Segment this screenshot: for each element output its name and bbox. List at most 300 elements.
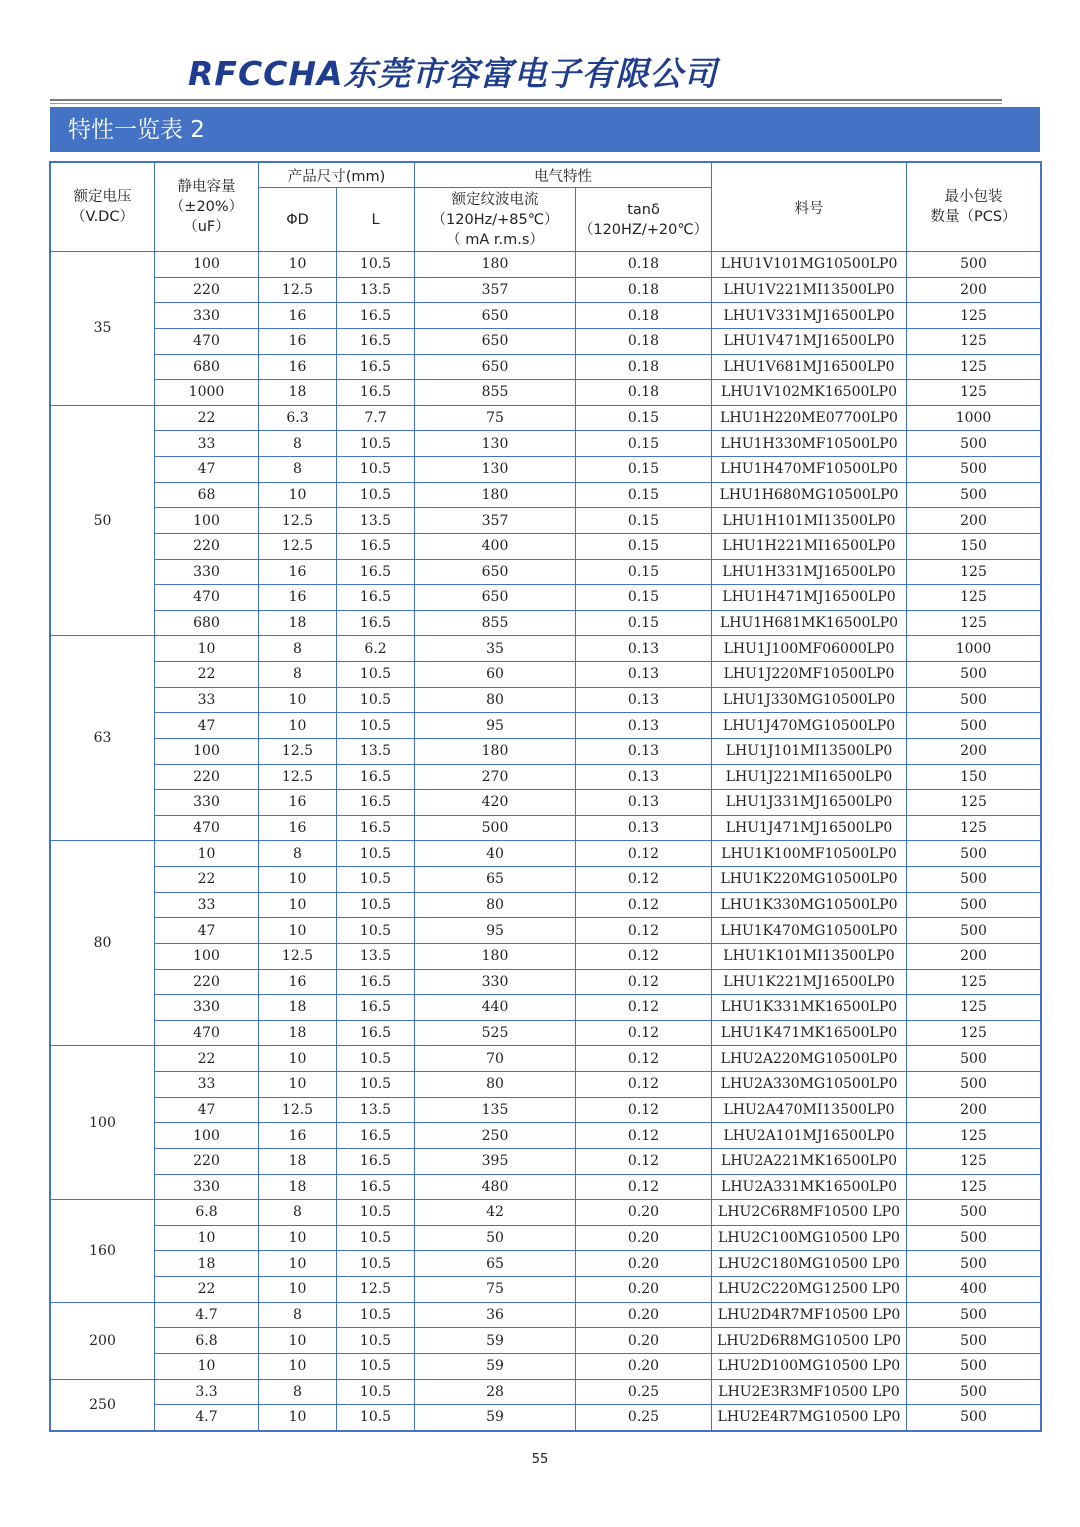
tan-delta-cell: 0.20	[576, 1328, 712, 1354]
ripple-cell: 400	[415, 533, 576, 559]
part-number-cell: LHU2C220MG12500 LP0	[712, 1277, 907, 1303]
ripple-cell: 95	[415, 713, 576, 739]
capacitance-cell: 220	[155, 277, 259, 303]
part-number-cell: LHU1K220MG10500LP0	[712, 867, 907, 893]
ripple-cell: 395	[415, 1148, 576, 1174]
ripple-cell: 59	[415, 1405, 576, 1431]
part-number-cell: LHU1J220MF10500LP0	[712, 662, 907, 688]
min-pack-cell: 125	[907, 380, 1041, 406]
voltage-cell: 50	[51, 405, 155, 636]
tan-delta-cell: 0.20	[576, 1302, 712, 1328]
min-pack-cell: 500	[907, 713, 1041, 739]
diameter-cell: 10	[259, 1225, 337, 1251]
capacitance-cell: 22	[155, 1046, 259, 1072]
capacitance-cell: 470	[155, 815, 259, 841]
min-pack-cell: 125	[907, 815, 1041, 841]
capacitance-cell: 470	[155, 1020, 259, 1046]
part-number-cell: LHU1J100MF06000LP0	[712, 636, 907, 662]
table-row	[51, 1123, 1041, 1149]
min-pack-cell: 200	[907, 277, 1041, 303]
ripple-cell: 36	[415, 1302, 576, 1328]
voltage-cell: 200	[51, 1302, 155, 1379]
ripple-cell: 420	[415, 790, 576, 816]
length-cell: 10.5	[337, 662, 415, 688]
header-divider-thin	[50, 103, 1002, 104]
part-number-cell: LHU2A101MJ16500LP0	[712, 1123, 907, 1149]
page-number: 55	[531, 1452, 549, 1467]
diameter-cell: 10	[259, 1046, 337, 1072]
ripple-cell: 70	[415, 1046, 576, 1072]
diameter-cell: 12.5	[259, 943, 337, 969]
min-pack-cell: 125	[907, 1174, 1041, 1200]
part-number-cell: LHU1V471MJ16500LP0	[712, 328, 907, 354]
table-row	[51, 1174, 1041, 1200]
length-cell: 16.5	[337, 969, 415, 995]
capacitance-cell: 470	[155, 585, 259, 611]
tan-delta-cell: 0.13	[576, 713, 712, 739]
part-number-cell: LHU1K100MF10500LP0	[712, 841, 907, 867]
capacitance-cell: 47	[155, 457, 259, 483]
diameter-cell: 8	[259, 841, 337, 867]
length-cell: 16.5	[337, 354, 415, 380]
voltage-cell: 250	[51, 1379, 155, 1430]
tan-delta-cell: 0.12	[576, 1046, 712, 1072]
table-row	[51, 533, 1041, 559]
ripple-cell: 95	[415, 918, 576, 944]
ripple-cell: 250	[415, 1123, 576, 1149]
capacitance-cell: 33	[155, 431, 259, 457]
table-row	[51, 1379, 1041, 1405]
diameter-cell: 10	[259, 252, 337, 278]
capacitance-cell: 470	[155, 328, 259, 354]
header-divider	[50, 99, 1002, 101]
capacitance-cell: 100	[155, 508, 259, 534]
tan-delta-cell: 0.15	[576, 559, 712, 585]
tan-delta-cell: 0.12	[576, 943, 712, 969]
header-diameter: ΦD	[259, 188, 337, 252]
length-cell: 16.5	[337, 995, 415, 1021]
tan-delta-cell: 0.15	[576, 508, 712, 534]
min-pack-cell: 125	[907, 1020, 1041, 1046]
diameter-cell: 16	[259, 328, 337, 354]
ripple-cell: 35	[415, 636, 576, 662]
part-number-cell: LHU1H220ME07700LP0	[712, 405, 907, 431]
part-number-cell: LHU2A330MG10500LP0	[712, 1072, 907, 1098]
capacitance-cell: 33	[155, 1072, 259, 1098]
diameter-cell: 16	[259, 303, 337, 329]
capacitance-cell: 330	[155, 1174, 259, 1200]
part-number-cell: LHU1J330MG10500LP0	[712, 687, 907, 713]
capacitance-cell: 4.7	[155, 1302, 259, 1328]
tan-delta-cell: 0.18	[576, 277, 712, 303]
length-cell: 10.5	[337, 252, 415, 278]
diameter-cell: 18	[259, 1020, 337, 1046]
ripple-cell: 28	[415, 1379, 576, 1405]
capacitance-cell: 220	[155, 533, 259, 559]
tan-delta-cell: 0.13	[576, 815, 712, 841]
header-min-pack: 最小包装 数量（PCS）	[907, 163, 1041, 252]
part-number-cell: LHU1H470MF10500LP0	[712, 457, 907, 483]
table-row	[51, 713, 1041, 739]
diameter-cell: 18	[259, 1148, 337, 1174]
table-row	[51, 738, 1041, 764]
length-cell: 13.5	[337, 943, 415, 969]
part-number-cell: LHU1H331MJ16500LP0	[712, 559, 907, 585]
header-ripple-current: 额定纹波电流 （120Hz/+85℃） （ mA r.m.s）	[415, 188, 576, 252]
capacitance-cell: 22	[155, 405, 259, 431]
ripple-cell: 130	[415, 431, 576, 457]
capacitance-cell: 22	[155, 662, 259, 688]
length-cell: 13.5	[337, 277, 415, 303]
min-pack-cell: 1000	[907, 636, 1041, 662]
part-number-cell: LHU2A470MI13500LP0	[712, 1097, 907, 1123]
ripple-cell: 500	[415, 815, 576, 841]
part-number-cell: LHU1K330MG10500LP0	[712, 892, 907, 918]
min-pack-cell: 500	[907, 1225, 1041, 1251]
min-pack-cell: 500	[907, 1379, 1041, 1405]
length-cell: 16.5	[337, 585, 415, 611]
tan-delta-cell: 0.12	[576, 1174, 712, 1200]
diameter-cell: 18	[259, 380, 337, 406]
diameter-cell: 16	[259, 559, 337, 585]
length-cell: 16.5	[337, 764, 415, 790]
diameter-cell: 10	[259, 1072, 337, 1098]
min-pack-cell: 125	[907, 790, 1041, 816]
capacitance-cell: 6.8	[155, 1328, 259, 1354]
min-pack-cell: 500	[907, 482, 1041, 508]
header-part-number: 料号	[712, 163, 907, 252]
tan-delta-cell: 0.15	[576, 405, 712, 431]
ripple-cell: 65	[415, 867, 576, 893]
capacitance-cell: 100	[155, 738, 259, 764]
table-row	[51, 1046, 1041, 1072]
ripple-cell: 330	[415, 969, 576, 995]
min-pack-cell: 150	[907, 764, 1041, 790]
capacitance-cell: 330	[155, 995, 259, 1021]
part-number-cell: LHU2C100MG10500 LP0	[712, 1225, 907, 1251]
capacitance-cell: 680	[155, 610, 259, 636]
length-cell: 12.5	[337, 1277, 415, 1303]
diameter-cell: 10	[259, 1328, 337, 1354]
tan-delta-cell: 0.12	[576, 1148, 712, 1174]
min-pack-cell: 200	[907, 508, 1041, 534]
length-cell: 10.5	[337, 687, 415, 713]
table-row	[51, 277, 1041, 303]
min-pack-cell: 500	[907, 1251, 1041, 1277]
min-pack-cell: 500	[907, 918, 1041, 944]
tan-delta-cell: 0.12	[576, 1123, 712, 1149]
diameter-cell: 8	[259, 457, 337, 483]
table-row	[51, 610, 1041, 636]
length-cell: 16.5	[337, 1020, 415, 1046]
table-row	[51, 1328, 1041, 1354]
capacitance-cell: 18	[155, 1251, 259, 1277]
length-cell: 16.5	[337, 328, 415, 354]
part-number-cell: LHU1J101MI13500LP0	[712, 738, 907, 764]
length-cell: 10.5	[337, 1302, 415, 1328]
min-pack-cell: 500	[907, 1072, 1041, 1098]
part-number-cell: LHU1V101MG10500LP0	[712, 252, 907, 278]
tan-delta-cell: 0.13	[576, 662, 712, 688]
table-row	[51, 1072, 1041, 1098]
capacitance-cell: 22	[155, 1277, 259, 1303]
length-cell: 10.5	[337, 1405, 415, 1431]
diameter-cell: 12.5	[259, 508, 337, 534]
min-pack-cell: 125	[907, 559, 1041, 585]
capacitance-cell: 100	[155, 1123, 259, 1149]
length-cell: 10.5	[337, 482, 415, 508]
length-cell: 16.5	[337, 815, 415, 841]
table-row	[51, 918, 1041, 944]
table-row	[51, 764, 1041, 790]
length-cell: 7.7	[337, 405, 415, 431]
length-cell: 10.5	[337, 457, 415, 483]
length-cell: 10.5	[337, 892, 415, 918]
table-row	[51, 457, 1041, 483]
part-number-cell: LHU1H680MG10500LP0	[712, 482, 907, 508]
section-title: 特性一览表 2	[50, 107, 1040, 152]
tan-delta-cell: 0.18	[576, 252, 712, 278]
part-number-cell: LHU2C6R8MF10500 LP0	[712, 1200, 907, 1226]
table-row	[51, 1148, 1041, 1174]
table-row	[51, 1225, 1041, 1251]
table-row	[51, 892, 1041, 918]
part-number-cell: LHU1H101MI13500LP0	[712, 508, 907, 534]
table-row	[51, 252, 1041, 278]
length-cell: 16.5	[337, 380, 415, 406]
min-pack-cell: 500	[907, 867, 1041, 893]
table-row	[51, 1277, 1041, 1303]
capacitance-cell: 33	[155, 687, 259, 713]
part-number-cell: LHU1K331MK16500LP0	[712, 995, 907, 1021]
table-row	[51, 969, 1041, 995]
capacitance-cell: 10	[155, 636, 259, 662]
capacitance-cell: 6.8	[155, 1200, 259, 1226]
part-number-cell: LHU1J471MJ16500LP0	[712, 815, 907, 841]
ripple-cell: 357	[415, 277, 576, 303]
part-number-cell: LHU1H681MK16500LP0	[712, 610, 907, 636]
length-cell: 16.5	[337, 559, 415, 585]
capacitance-cell: 100	[155, 943, 259, 969]
ripple-cell: 650	[415, 559, 576, 585]
tan-delta-cell: 0.20	[576, 1353, 712, 1379]
part-number-cell: LHU1H330MF10500LP0	[712, 431, 907, 457]
part-number-cell: LHU2A221MK16500LP0	[712, 1148, 907, 1174]
table-row	[51, 1097, 1041, 1123]
voltage-cell: 100	[51, 1046, 155, 1200]
min-pack-cell: 125	[907, 303, 1041, 329]
ripple-cell: 80	[415, 1072, 576, 1098]
table-row	[51, 303, 1041, 329]
length-cell: 6.2	[337, 636, 415, 662]
length-cell: 16.5	[337, 1174, 415, 1200]
part-number-cell: LHU1H471MJ16500LP0	[712, 585, 907, 611]
table-row	[51, 841, 1041, 867]
voltage-cell: 63	[51, 636, 155, 841]
diameter-cell: 10	[259, 713, 337, 739]
table-row	[51, 1302, 1041, 1328]
tan-delta-cell: 0.15	[576, 533, 712, 559]
ripple-cell: 440	[415, 995, 576, 1021]
diameter-cell: 10	[259, 867, 337, 893]
min-pack-cell: 500	[907, 687, 1041, 713]
min-pack-cell: 125	[907, 585, 1041, 611]
tan-delta-cell: 0.20	[576, 1277, 712, 1303]
length-cell: 10.5	[337, 841, 415, 867]
length-cell: 10.5	[337, 1353, 415, 1379]
ripple-cell: 80	[415, 687, 576, 713]
min-pack-cell: 150	[907, 533, 1041, 559]
header-length: L	[337, 188, 415, 252]
part-number-cell: LHU1K221MJ16500LP0	[712, 969, 907, 995]
min-pack-cell: 500	[907, 457, 1041, 483]
ripple-cell: 650	[415, 585, 576, 611]
tan-delta-cell: 0.12	[576, 969, 712, 995]
min-pack-cell: 500	[907, 252, 1041, 278]
capacitance-cell: 220	[155, 1148, 259, 1174]
header-size-group: 产品尺寸(mm)	[259, 163, 415, 188]
ripple-cell: 50	[415, 1225, 576, 1251]
ripple-cell: 75	[415, 1277, 576, 1303]
header-electrical-group: 电气特性	[415, 163, 712, 188]
diameter-cell: 12.5	[259, 764, 337, 790]
min-pack-cell: 500	[907, 662, 1041, 688]
diameter-cell: 10	[259, 1353, 337, 1379]
length-cell: 10.5	[337, 1379, 415, 1405]
ripple-cell: 650	[415, 303, 576, 329]
capacitance-cell: 10	[155, 841, 259, 867]
ripple-cell: 650	[415, 328, 576, 354]
diameter-cell: 8	[259, 636, 337, 662]
ripple-cell: 135	[415, 1097, 576, 1123]
diameter-cell: 8	[259, 662, 337, 688]
length-cell: 13.5	[337, 1097, 415, 1123]
table-row	[51, 636, 1041, 662]
ripple-cell: 855	[415, 380, 576, 406]
capacitance-cell: 47	[155, 713, 259, 739]
capacitance-cell: 47	[155, 918, 259, 944]
capacitance-cell: 330	[155, 790, 259, 816]
tan-delta-cell: 0.15	[576, 457, 712, 483]
table-row	[51, 1251, 1041, 1277]
length-cell: 13.5	[337, 738, 415, 764]
header-tan-delta: tanδ （120HZ/+20℃）	[576, 188, 712, 252]
table-row	[51, 559, 1041, 585]
part-number-cell: LHU2D100MG10500 LP0	[712, 1353, 907, 1379]
diameter-cell: 10	[259, 918, 337, 944]
tan-delta-cell: 0.15	[576, 431, 712, 457]
diameter-cell: 18	[259, 610, 337, 636]
min-pack-cell: 125	[907, 354, 1041, 380]
part-number-cell: LHU1J470MG10500LP0	[712, 713, 907, 739]
length-cell: 10.5	[337, 431, 415, 457]
diameter-cell: 10	[259, 1251, 337, 1277]
part-number-cell: LHU1J331MJ16500LP0	[712, 790, 907, 816]
min-pack-cell: 500	[907, 1405, 1041, 1431]
ripple-cell: 59	[415, 1328, 576, 1354]
ripple-cell: 80	[415, 892, 576, 918]
diameter-cell: 10	[259, 892, 337, 918]
tan-delta-cell: 0.15	[576, 585, 712, 611]
ripple-cell: 42	[415, 1200, 576, 1226]
tan-delta-cell: 0.12	[576, 1020, 712, 1046]
part-number-cell: LHU2A331MK16500LP0	[712, 1174, 907, 1200]
length-cell: 13.5	[337, 508, 415, 534]
diameter-cell: 12.5	[259, 533, 337, 559]
min-pack-cell: 500	[907, 841, 1041, 867]
tan-delta-cell: 0.18	[576, 354, 712, 380]
table-row	[51, 662, 1041, 688]
table-row	[51, 380, 1041, 406]
diameter-cell: 8	[259, 1302, 337, 1328]
table-row	[51, 354, 1041, 380]
min-pack-cell: 500	[907, 892, 1041, 918]
table-row	[51, 1020, 1041, 1046]
part-number-cell: LHU1V681MJ16500LP0	[712, 354, 907, 380]
diameter-cell: 6.3	[259, 405, 337, 431]
tan-delta-cell: 0.12	[576, 867, 712, 893]
tan-delta-cell: 0.13	[576, 636, 712, 662]
diameter-cell: 12.5	[259, 277, 337, 303]
spec-table-body	[51, 252, 1041, 1431]
diameter-cell: 12.5	[259, 738, 337, 764]
tan-delta-cell: 0.20	[576, 1225, 712, 1251]
min-pack-cell: 125	[907, 610, 1041, 636]
diameter-cell: 10	[259, 482, 337, 508]
tan-delta-cell: 0.13	[576, 738, 712, 764]
tan-delta-cell: 0.12	[576, 841, 712, 867]
diameter-cell: 8	[259, 431, 337, 457]
header-voltage: 额定电压 （V.DC）	[51, 163, 155, 252]
part-number-cell: LHU2D6R8MG10500 LP0	[712, 1328, 907, 1354]
length-cell: 10.5	[337, 1200, 415, 1226]
diameter-cell: 12.5	[259, 1097, 337, 1123]
length-cell: 16.5	[337, 533, 415, 559]
tan-delta-cell: 0.20	[576, 1200, 712, 1226]
ripple-cell: 855	[415, 610, 576, 636]
min-pack-cell: 500	[907, 1200, 1041, 1226]
table-row	[51, 431, 1041, 457]
tan-delta-cell: 0.12	[576, 1072, 712, 1098]
table-row	[51, 508, 1041, 534]
capacitance-cell: 3.3	[155, 1379, 259, 1405]
length-cell: 10.5	[337, 918, 415, 944]
min-pack-cell: 400	[907, 1277, 1041, 1303]
table-row	[51, 1200, 1041, 1226]
part-number-cell: LHU1K471MK16500LP0	[712, 1020, 907, 1046]
tan-delta-cell: 0.25	[576, 1379, 712, 1405]
diameter-cell: 16	[259, 354, 337, 380]
ripple-cell: 180	[415, 482, 576, 508]
min-pack-cell: 125	[907, 328, 1041, 354]
part-number-cell: LHU2E4R7MG10500 LP0	[712, 1405, 907, 1431]
tan-delta-cell: 0.18	[576, 303, 712, 329]
table-row	[51, 1405, 1041, 1431]
table-row	[51, 790, 1041, 816]
ripple-cell: 650	[415, 354, 576, 380]
length-cell: 16.5	[337, 790, 415, 816]
length-cell: 16.5	[337, 303, 415, 329]
diameter-cell: 10	[259, 1277, 337, 1303]
ripple-cell: 180	[415, 252, 576, 278]
ripple-cell: 180	[415, 943, 576, 969]
diameter-cell: 10	[259, 1405, 337, 1431]
capacitance-cell: 68	[155, 482, 259, 508]
tan-delta-cell: 0.12	[576, 1097, 712, 1123]
capacitance-cell: 220	[155, 969, 259, 995]
length-cell: 10.5	[337, 1225, 415, 1251]
ripple-cell: 525	[415, 1020, 576, 1046]
